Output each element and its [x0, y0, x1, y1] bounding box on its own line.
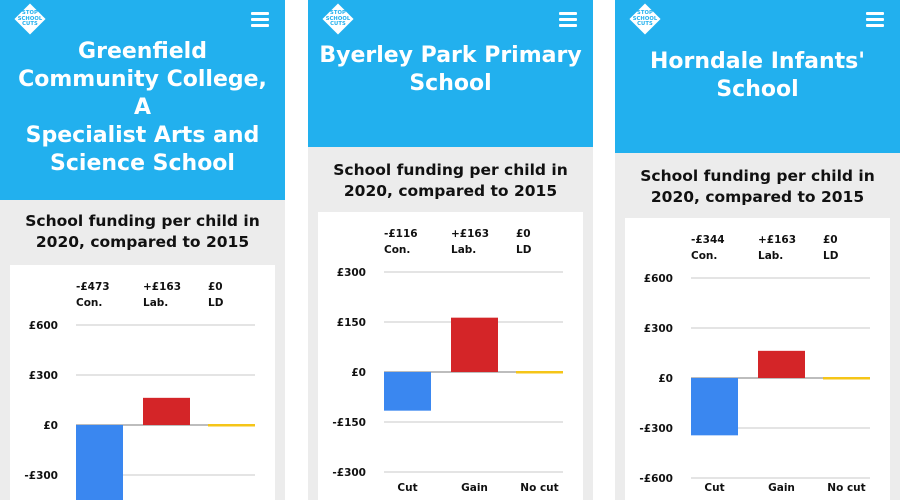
school-title-line: Community College, A	[18, 67, 267, 120]
stop-school-cuts-logo[interactable]	[14, 3, 46, 35]
school-title	[318, 42, 583, 98]
school-title-line: Specialist Arts and	[25, 123, 260, 148]
school-title-line: Science School	[50, 151, 235, 176]
school-panel-horndale	[615, 0, 900, 500]
logo-text-line: CUTS	[22, 21, 38, 28]
y-tick-label: -£300	[24, 470, 58, 482]
bar-no-cut	[823, 377, 870, 380]
y-tick-label: £0	[43, 420, 58, 432]
y-tick-label: £0	[658, 373, 673, 385]
school-title-line: Byerley Park Primary	[319, 43, 582, 68]
category-label: Gain	[768, 482, 795, 494]
chart-card	[625, 218, 890, 500]
funding-chart	[625, 218, 890, 500]
party-figure: -£473	[76, 281, 110, 293]
section-title: School funding per child in 2020, compared to 2015	[333, 161, 568, 200]
section-title: School funding per child in 2020, compared to 2015	[640, 167, 875, 206]
y-tick-label: £600	[643, 273, 673, 285]
category-label: No cut	[520, 482, 559, 494]
y-tick-label: £300	[643, 323, 673, 335]
y-tick-label: £150	[336, 317, 366, 329]
category-label: Gain	[461, 482, 488, 494]
party-label: Lab.	[143, 297, 169, 309]
header-bar	[308, 0, 593, 147]
party-label: Con.	[691, 250, 718, 262]
bar-no-cut	[516, 371, 563, 374]
party-figure: +£163	[451, 228, 490, 240]
party-figure: +£163	[143, 281, 182, 293]
chart-card	[318, 212, 583, 500]
y-tick-label: £0	[351, 367, 366, 379]
party-label: LD	[208, 297, 224, 309]
party-label: LD	[516, 244, 532, 256]
bar-cut	[691, 378, 738, 435]
party-figure: £0	[823, 234, 838, 246]
y-tick-label: -£600	[639, 473, 673, 485]
party-label: LD	[823, 250, 839, 262]
y-tick-label: £600	[28, 320, 58, 332]
header-bar	[615, 0, 900, 153]
bar-cut	[76, 425, 123, 500]
category-label: No cut	[827, 482, 866, 494]
logo-text-line: SCHOOL	[632, 15, 658, 22]
y-tick-label: £300	[28, 370, 58, 382]
funding-chart	[318, 212, 583, 500]
logo-text-line: CUTS	[637, 21, 653, 28]
party-figure: £0	[516, 228, 531, 240]
party-label: Con.	[76, 297, 103, 309]
school-panel-greenfield	[0, 0, 285, 500]
bar-gain	[143, 398, 190, 425]
school-title-line: Greenfield	[78, 39, 207, 64]
logo-text-line: SCHOOL	[17, 15, 43, 22]
school-panel-byerley-park	[308, 0, 593, 500]
category-label: Cut	[397, 482, 418, 494]
party-label: Con.	[384, 244, 411, 256]
stop-school-cuts-logo[interactable]	[322, 3, 354, 35]
hamburger-menu-icon[interactable]	[559, 12, 577, 28]
logo-text-line: STOP	[330, 10, 346, 16]
party-label: Lab.	[451, 244, 477, 256]
school-title-line: Horndale Infants'	[649, 49, 866, 74]
hamburger-menu-icon[interactable]	[251, 12, 269, 28]
party-figure: +£163	[758, 234, 797, 246]
y-tick-label: -£300	[332, 467, 366, 479]
logo-text-line: CUTS	[330, 21, 346, 28]
party-figure: -£344	[691, 234, 725, 246]
bar-gain	[451, 318, 498, 372]
school-title-line: School	[409, 71, 492, 96]
logo-text-line: SCHOOL	[325, 15, 351, 22]
bar-gain	[758, 351, 805, 378]
logo-text-line: STOP	[637, 10, 653, 16]
party-figure: -£116	[384, 228, 418, 240]
section-title: School funding per child in 2020, compared to 2015	[25, 212, 260, 251]
y-tick-label: £300	[336, 267, 366, 279]
funding-chart	[10, 265, 275, 500]
party-figure: £0	[208, 281, 223, 293]
header-bar	[0, 0, 285, 200]
bar-cut	[384, 372, 431, 411]
party-label: Lab.	[758, 250, 784, 262]
hamburger-menu-icon[interactable]	[866, 12, 884, 28]
category-label: Cut	[704, 482, 725, 494]
chart-card	[10, 265, 275, 500]
bar-no-cut	[208, 424, 255, 427]
y-tick-label: -£150	[332, 417, 366, 429]
stop-school-cuts-logo[interactable]	[629, 3, 661, 35]
school-title-line: School	[716, 77, 799, 102]
y-tick-label: -£300	[639, 423, 673, 435]
school-title	[10, 38, 275, 178]
school-title	[625, 48, 890, 104]
logo-text-line: STOP	[22, 10, 38, 16]
